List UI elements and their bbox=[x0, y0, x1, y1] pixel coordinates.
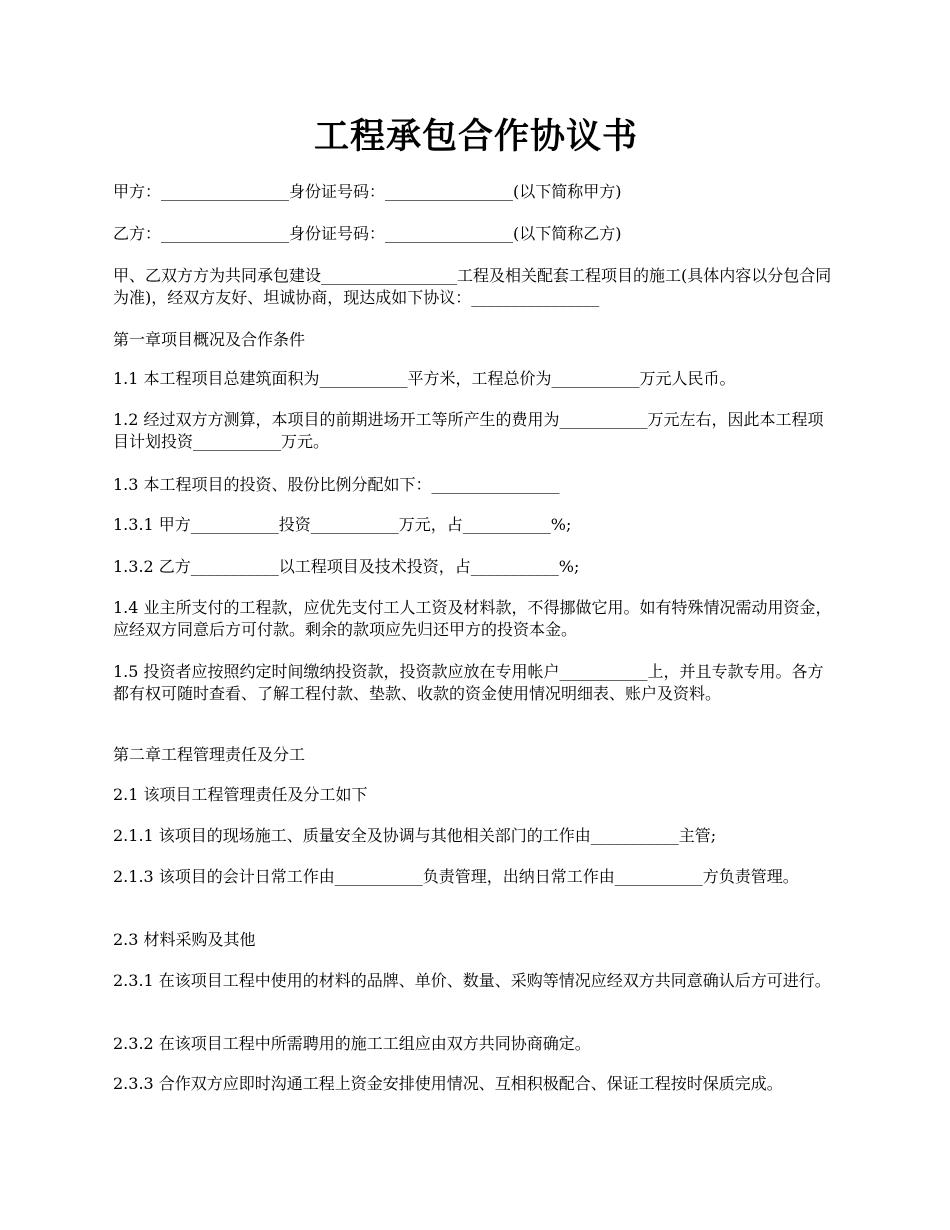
clause-1-2: 1.2 经过双方方测算，本项目的前期进场开工等所产生的费用为___________万元左右，因此本工程项目计划投资___________万元。 bbox=[113, 410, 824, 451]
clause-1-5: 1.5 投资者应按照约定时间缴纳投资款，投资款应放在专用帐户___________上，并且专款专用。各方都有权可随时查看、了解工程付款、垫款、收款的资金使用情况明细表、账户及资料。 bbox=[113, 662, 824, 703]
party-a-line: 甲方：________________身份证号码：________________(以下简称甲方) bbox=[113, 182, 622, 201]
clause-2-3-3: 2.3.3 合作双方应即时沟通工程上资金安排使用情况、互相积极配合、保证工程按时保质完成。 bbox=[113, 1074, 783, 1093]
party-b-line: 乙方：________________身份证号码：________________(以下简称乙方) bbox=[113, 224, 622, 243]
clause-1-3: 1.3 本工程项目的投资、股份比例分配如下：________________ bbox=[113, 475, 560, 494]
document-title: 工程承包合作协议书 bbox=[313, 116, 638, 157]
clause-1-1: 1.1 本工程项目总建筑面积为___________平方米，工程总价为___________万元人民币。 bbox=[113, 369, 736, 388]
clause-2-1: 2.1 该项目工程管理责任及分工如下 bbox=[113, 785, 368, 804]
chapter-1-heading: 第一章项目概况及合作条件 bbox=[113, 330, 306, 349]
clause-1-3-1: 1.3.1 甲方___________投资___________万元，占___________%; bbox=[113, 515, 572, 534]
clause-2-3-2: 2.3.2 在该项目工程中所需聘用的施工工组应由双方共同协商确定。 bbox=[113, 1034, 591, 1053]
clause-2-1-3: 2.1.3 该项目的会计日常工作由___________负责管理，出纳日常工作由___________方负责管理。 bbox=[113, 867, 799, 886]
clause-2-1-1: 2.1.1 该项目的现场施工、质量安全及协调与其他相关部门的工作由___________主管; bbox=[113, 826, 717, 845]
preamble-paragraph: 甲、乙双方方为共同承包建设_________________工程及相关配套工程项目的施工(具体内容以分包合同为准)，经双方友好、坦诚协商，现达成如下协议：________________ bbox=[113, 266, 832, 307]
clause-2-3: 2.3 材料采购及其他 bbox=[113, 930, 256, 949]
chapter-2-heading: 第二章工程管理责任及分工 bbox=[113, 745, 306, 764]
clause-2-3-1: 2.3.1 在该项目工程中使用的材料的品牌、单价、数量、采购等情况应经双方共同意确认后方可进行。 bbox=[113, 971, 831, 990]
clause-1-4: 1.4 业主所支付的工程款，应优先支付工人工资及材料款，不得挪做它用。如有特殊情况需动用资金，应经双方同意后方可付款。剩余的款项应先归还甲方的投资本金。 bbox=[113, 598, 832, 639]
clause-1-3-2: 1.3.2 乙方___________以工程项目及技术投资，占___________%; bbox=[113, 557, 580, 576]
